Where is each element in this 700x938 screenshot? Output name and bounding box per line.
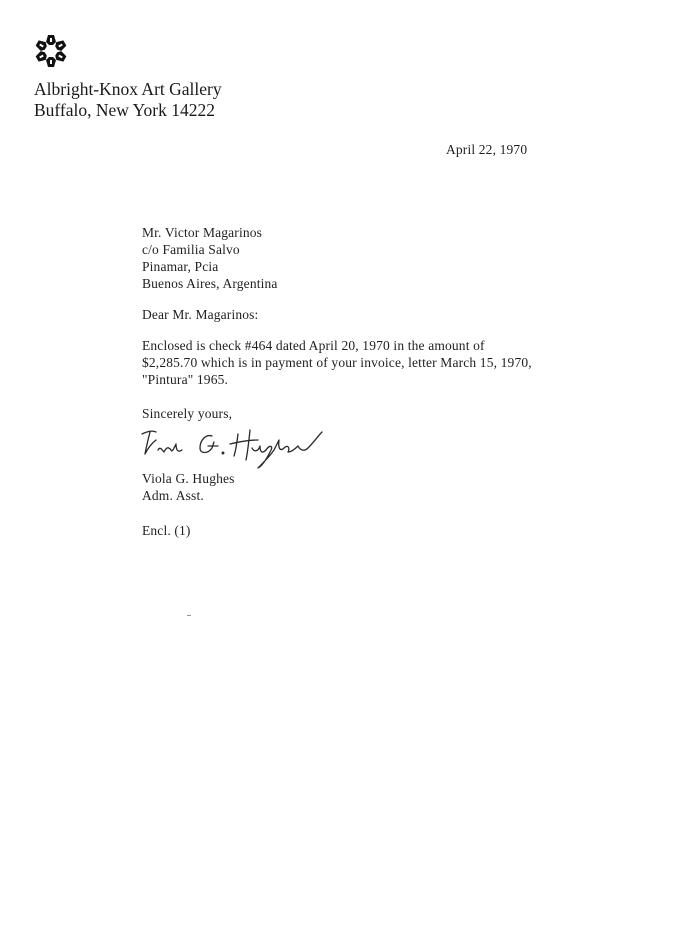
handwritten-signature	[138, 420, 338, 472]
body-line-2: $2,285.70 which is in payment of your invoice, letter March 15, 1970,	[142, 355, 532, 370]
recipient-line-4: Buenos Aires, Argentina	[142, 276, 278, 291]
paper-speck	[187, 615, 191, 616]
signer-title: Adm. Asst.	[142, 488, 204, 503]
salutation: Dear Mr. Magarinos:	[142, 307, 259, 322]
letter-date: April 22, 1970	[446, 142, 528, 157]
enclosure-note: Encl. (1)	[142, 523, 191, 538]
organization-address: Buffalo, New York 14222	[34, 100, 215, 120]
recipient-line-3: Pinamar, Pcia	[142, 259, 219, 274]
gallery-logo-icon	[34, 34, 68, 68]
recipient-line-2: c/o Familia Salvo	[142, 242, 240, 257]
closing: Sincerely yours,	[142, 406, 233, 421]
body-line-3: "Pintura" 1965.	[142, 372, 229, 387]
body-line-1: Enclosed is check #464 dated April 20, 1970 in the amount of	[142, 338, 485, 353]
recipient-name: Mr. Victor Magarinos	[142, 225, 263, 240]
letter-body	[142, 337, 532, 388]
signer-block	[142, 470, 235, 504]
recipient-address	[142, 224, 278, 292]
letterhead	[34, 79, 222, 121]
organization-name: Albright-Knox Art Gallery	[34, 79, 222, 99]
signer-name: Viola G. Hughes	[142, 471, 235, 486]
